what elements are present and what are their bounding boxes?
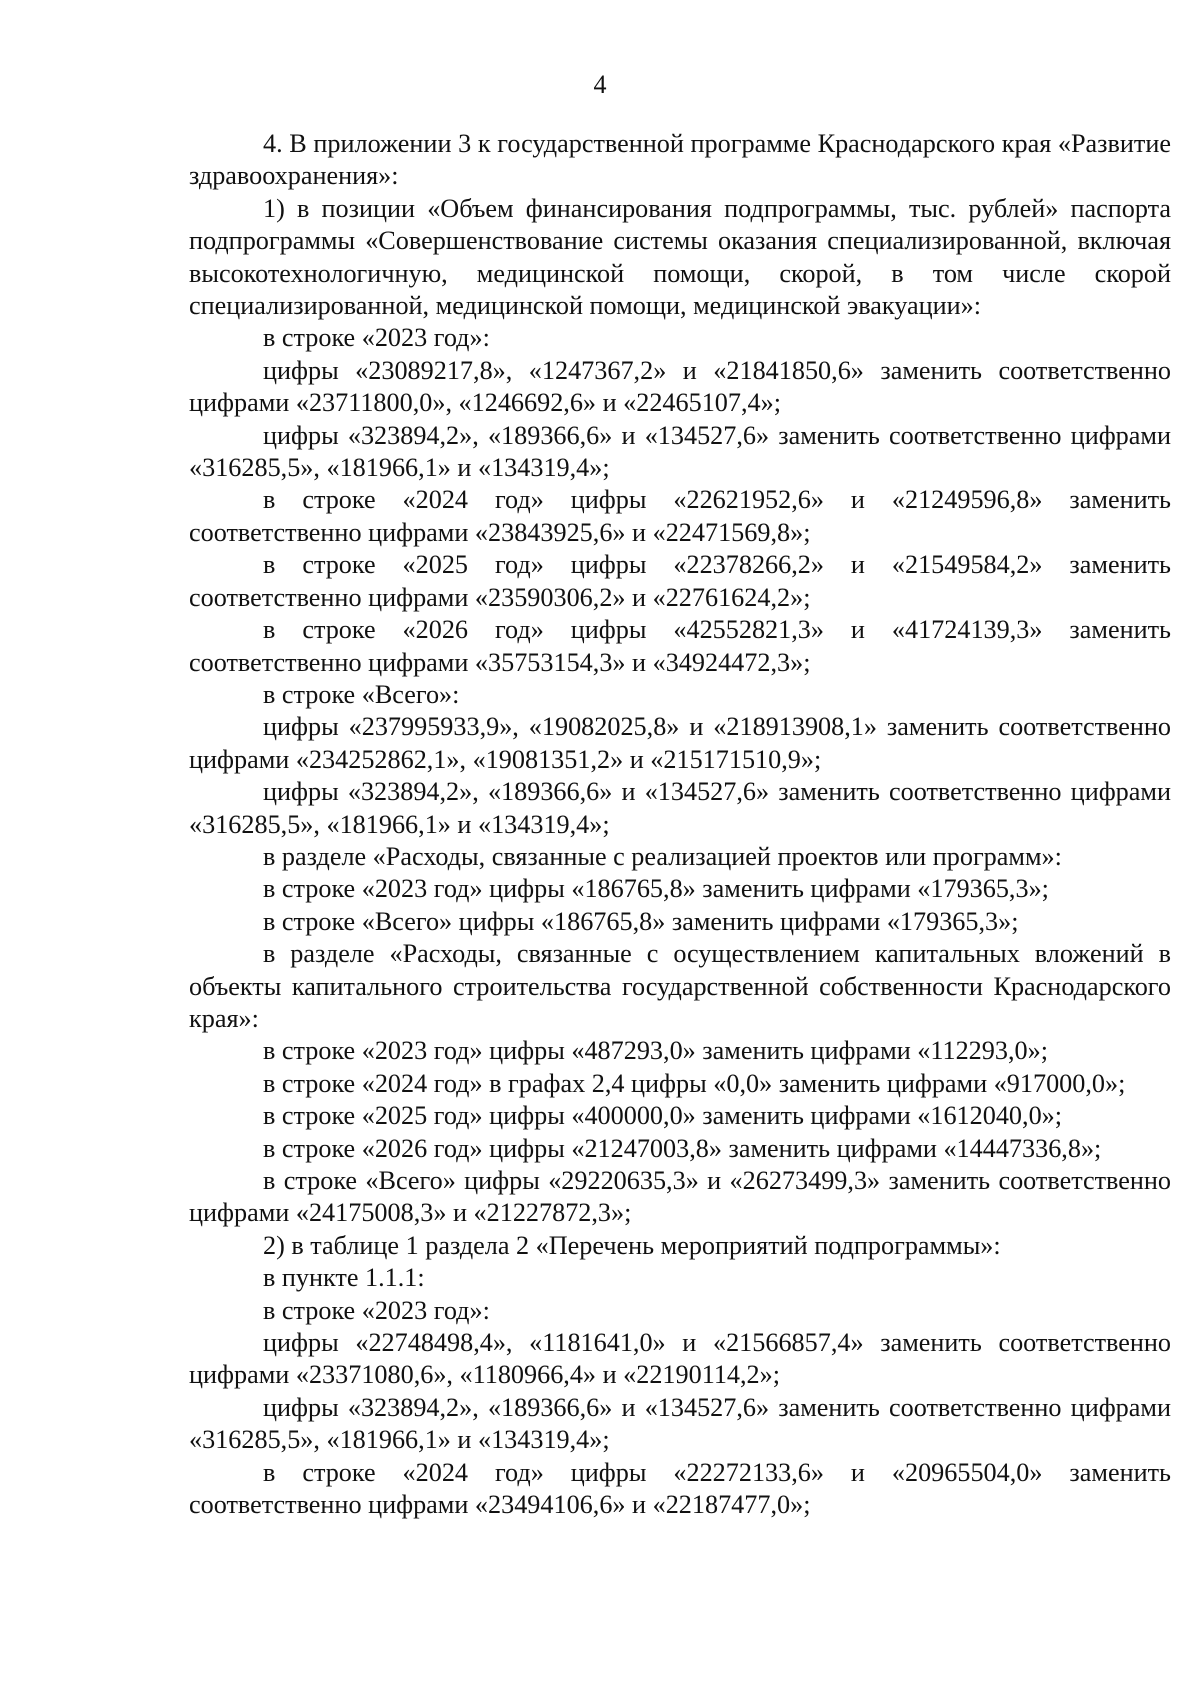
paragraph: цифры «22748498,4», «1181641,0» и «21566857,4» заменить соответственно цифрами «23371080,6», «1180966,4» и «22190114,2»; (189, 1328, 1171, 1390)
paragraph: цифры «323894,2», «189366,6» и «134527,6» заменить соответственно цифрами «316285,5», «181966,1» и «134319,4»; (189, 777, 1171, 839)
paragraph: в строке «Всего»: (263, 679, 460, 709)
paragraph: в строке «2026 год» цифры «21247003,8» заменить цифрами «14447336,8»; (263, 1133, 1102, 1163)
document-body (189, 128, 1171, 1521)
paragraph: в строке «Всего» цифры «186765,8» заменить цифрами «179365,3»; (263, 906, 1019, 936)
paragraph: 1) в позиции «Объем финансирования подпрограммы, тыс. рублей» паспорта подпрограммы «Совершенствование системы оказания специализированной, включая высокотехнологичную, медицинской помощи, скорой, в том числе скорой специализированной, медицинской помощи, медицинской эвакуации»: (189, 193, 1171, 321)
paragraph: в строке «2023 год» цифры «186765,8» заменить цифрами «179365,3»; (263, 874, 1049, 904)
paragraph: в строке «2023 год»: (263, 1295, 490, 1325)
paragraph: цифры «323894,2», «189366,6» и «134527,6» заменить соответственно цифрами «316285,5», «181966,1» и «134319,4»; (189, 420, 1171, 483)
page-number: 4 (593, 70, 607, 99)
paragraph: 2) в таблице 1 раздела 2 «Перечень мероприятий подпрограммы»: (263, 1230, 1001, 1260)
paragraph: в строке «2023 год»: (263, 323, 490, 353)
paragraph: в строке «2024 год» в графах 2,4 цифры «0,0» заменить цифрами «917000,0»; (263, 1068, 1126, 1098)
paragraph: в строке «2024 год» цифры «22272133,6» и «20965504,0» заменить соответственно цифрами «23494106,6» и «22187477,0»; (189, 1457, 1171, 1520)
paragraph: цифры «323894,2», «189366,6» и «134527,6» заменить соответственно цифрами «316285,5», «181966,1» и «134319,4»; (189, 1392, 1171, 1455)
paragraph: 4. В приложении 3 к государственной программе Краснодарского края «Развитие здравоохранения»: (189, 129, 1171, 191)
paragraph: в разделе «Расходы, связанные с реализацией проектов или программ»: (263, 841, 1062, 871)
paragraph: в разделе «Расходы, связанные с осуществлением капитальных вложений в объекты капитального строительства государственной собственности Краснодарского края»: (189, 939, 1171, 1033)
paragraph: цифры «237995933,9», «19082025,8» и «218913908,1» заменить соответственно цифрами «234252862,1», «19081351,2» и «215171510,9»; (189, 712, 1171, 774)
paragraph: в строке «2023 год» цифры «487293,0» заменить цифрами «112293,0»; (263, 1036, 1048, 1066)
paragraph: цифры «23089217,8», «1247367,2» и «21841850,6» заменить соответственно цифрами «23711800,0», «1246692,6» и «22465107,4»; (189, 355, 1171, 418)
paragraph: в строке «2026 год» цифры «42552821,3» и «41724139,3» заменить соответственно цифрами «35753154,3» и «34924472,3»; (189, 615, 1171, 677)
paragraph: в строке «Всего» цифры «29220635,3» и «26273499,3» заменить соответственно цифрами «24175008,3» и «21227872,3»; (189, 1166, 1171, 1228)
paragraph: в строке «2025 год» цифры «400000,0» заменить цифрами «1612040,0»; (263, 1101, 1063, 1131)
paragraph: в пункте 1.1.1: (263, 1263, 425, 1293)
paragraph: в строке «2025 год» цифры «22378266,2» и «21549584,2» заменить соответственно цифрами «23590306,2» и «22761624,2»; (189, 550, 1171, 612)
paragraph: в строке «2024 год» цифры «22621952,6» и «21249596,8» заменить соответственно цифрами «23843925,6» и «22471569,8»; (189, 485, 1171, 547)
